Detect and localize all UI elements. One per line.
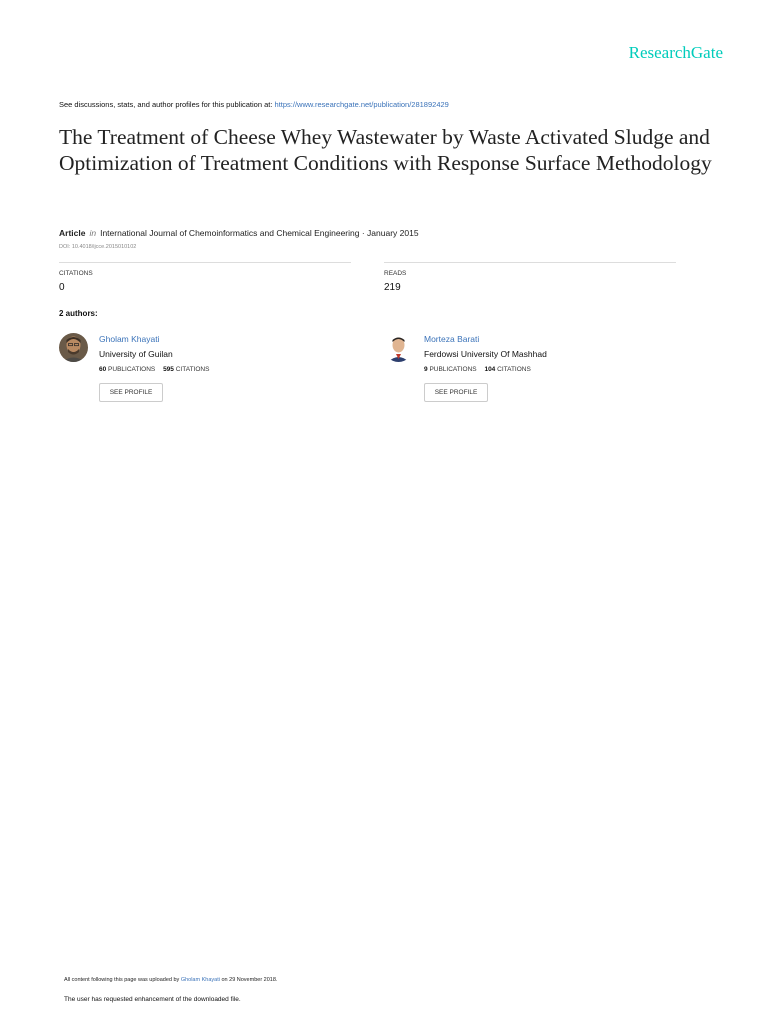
enhancement-note: The user has requested enhancement of the downloaded file. [64,996,241,1003]
doi[interactable]: DOI: 10.4018/ijcce.2015010102 [59,244,137,250]
authors-heading: 2 authors: [59,309,98,318]
author-name[interactable]: Gholam Khayati [99,334,160,344]
citations-count: 595 [163,366,174,373]
upload-note [64,977,277,983]
see-profile-button[interactable]: SEE PROFILE [99,383,163,402]
citations-label: CITATIONS [59,270,93,277]
upload-suffix: on 29 November 2018. [221,977,278,983]
journal-and-date[interactable]: International Journal of Chemoinformatics and Chemical Engineering · January 2015 [100,228,419,238]
researchgate-logo[interactable]: ResearchGate [628,43,723,62]
author-institution: University of Guilan [99,349,173,359]
publication-link[interactable]: https://www.researchgate.net/publication/281892429 [274,100,449,109]
author-photo-icon [384,333,413,362]
author-photo-icon [59,333,88,362]
discussion-line [59,100,449,109]
publications-label: PUBLICATIONS [108,366,156,373]
author-stats [424,366,531,373]
reads-value: 219 [384,282,401,293]
publications-count: 60 [99,366,107,373]
in-word: in [89,228,97,238]
author-card [384,333,684,413]
publication-type: Article [59,228,86,238]
citations-label: CITATIONS [175,366,210,373]
upload-prefix: All content following this page was uploaded by [64,977,180,983]
publication-title: The Treatment of Cheese Whey Wastewater by Waste Activated Sludge and Optimization of Treatment Conditions with Response Surface Methodology [59,125,712,175]
citations-value: 0 [59,282,65,293]
citations-count: 104 [484,366,496,373]
reads-label: READS [384,270,407,277]
citations-label: CITATIONS [497,366,531,373]
author-name[interactable]: Morteza Barati [424,334,480,344]
avatar[interactable] [384,333,413,362]
avatar[interactable] [59,333,88,362]
see-profile-button[interactable]: SEE PROFILE [424,383,488,402]
divider-citations [59,262,351,263]
divider-reads [384,262,676,263]
publications-count: 9 [424,366,428,373]
author-stats [99,366,209,373]
publications-label: PUBLICATIONS [429,366,477,373]
discussion-prefix: See discussions, stats, and author profiles for this publication at: [59,100,273,109]
publication-meta [59,228,419,238]
uploader-link[interactable]: Gholam Khayati [180,977,220,983]
author-card [59,333,359,413]
author-institution: Ferdowsi University Of Mashhad [424,349,547,359]
